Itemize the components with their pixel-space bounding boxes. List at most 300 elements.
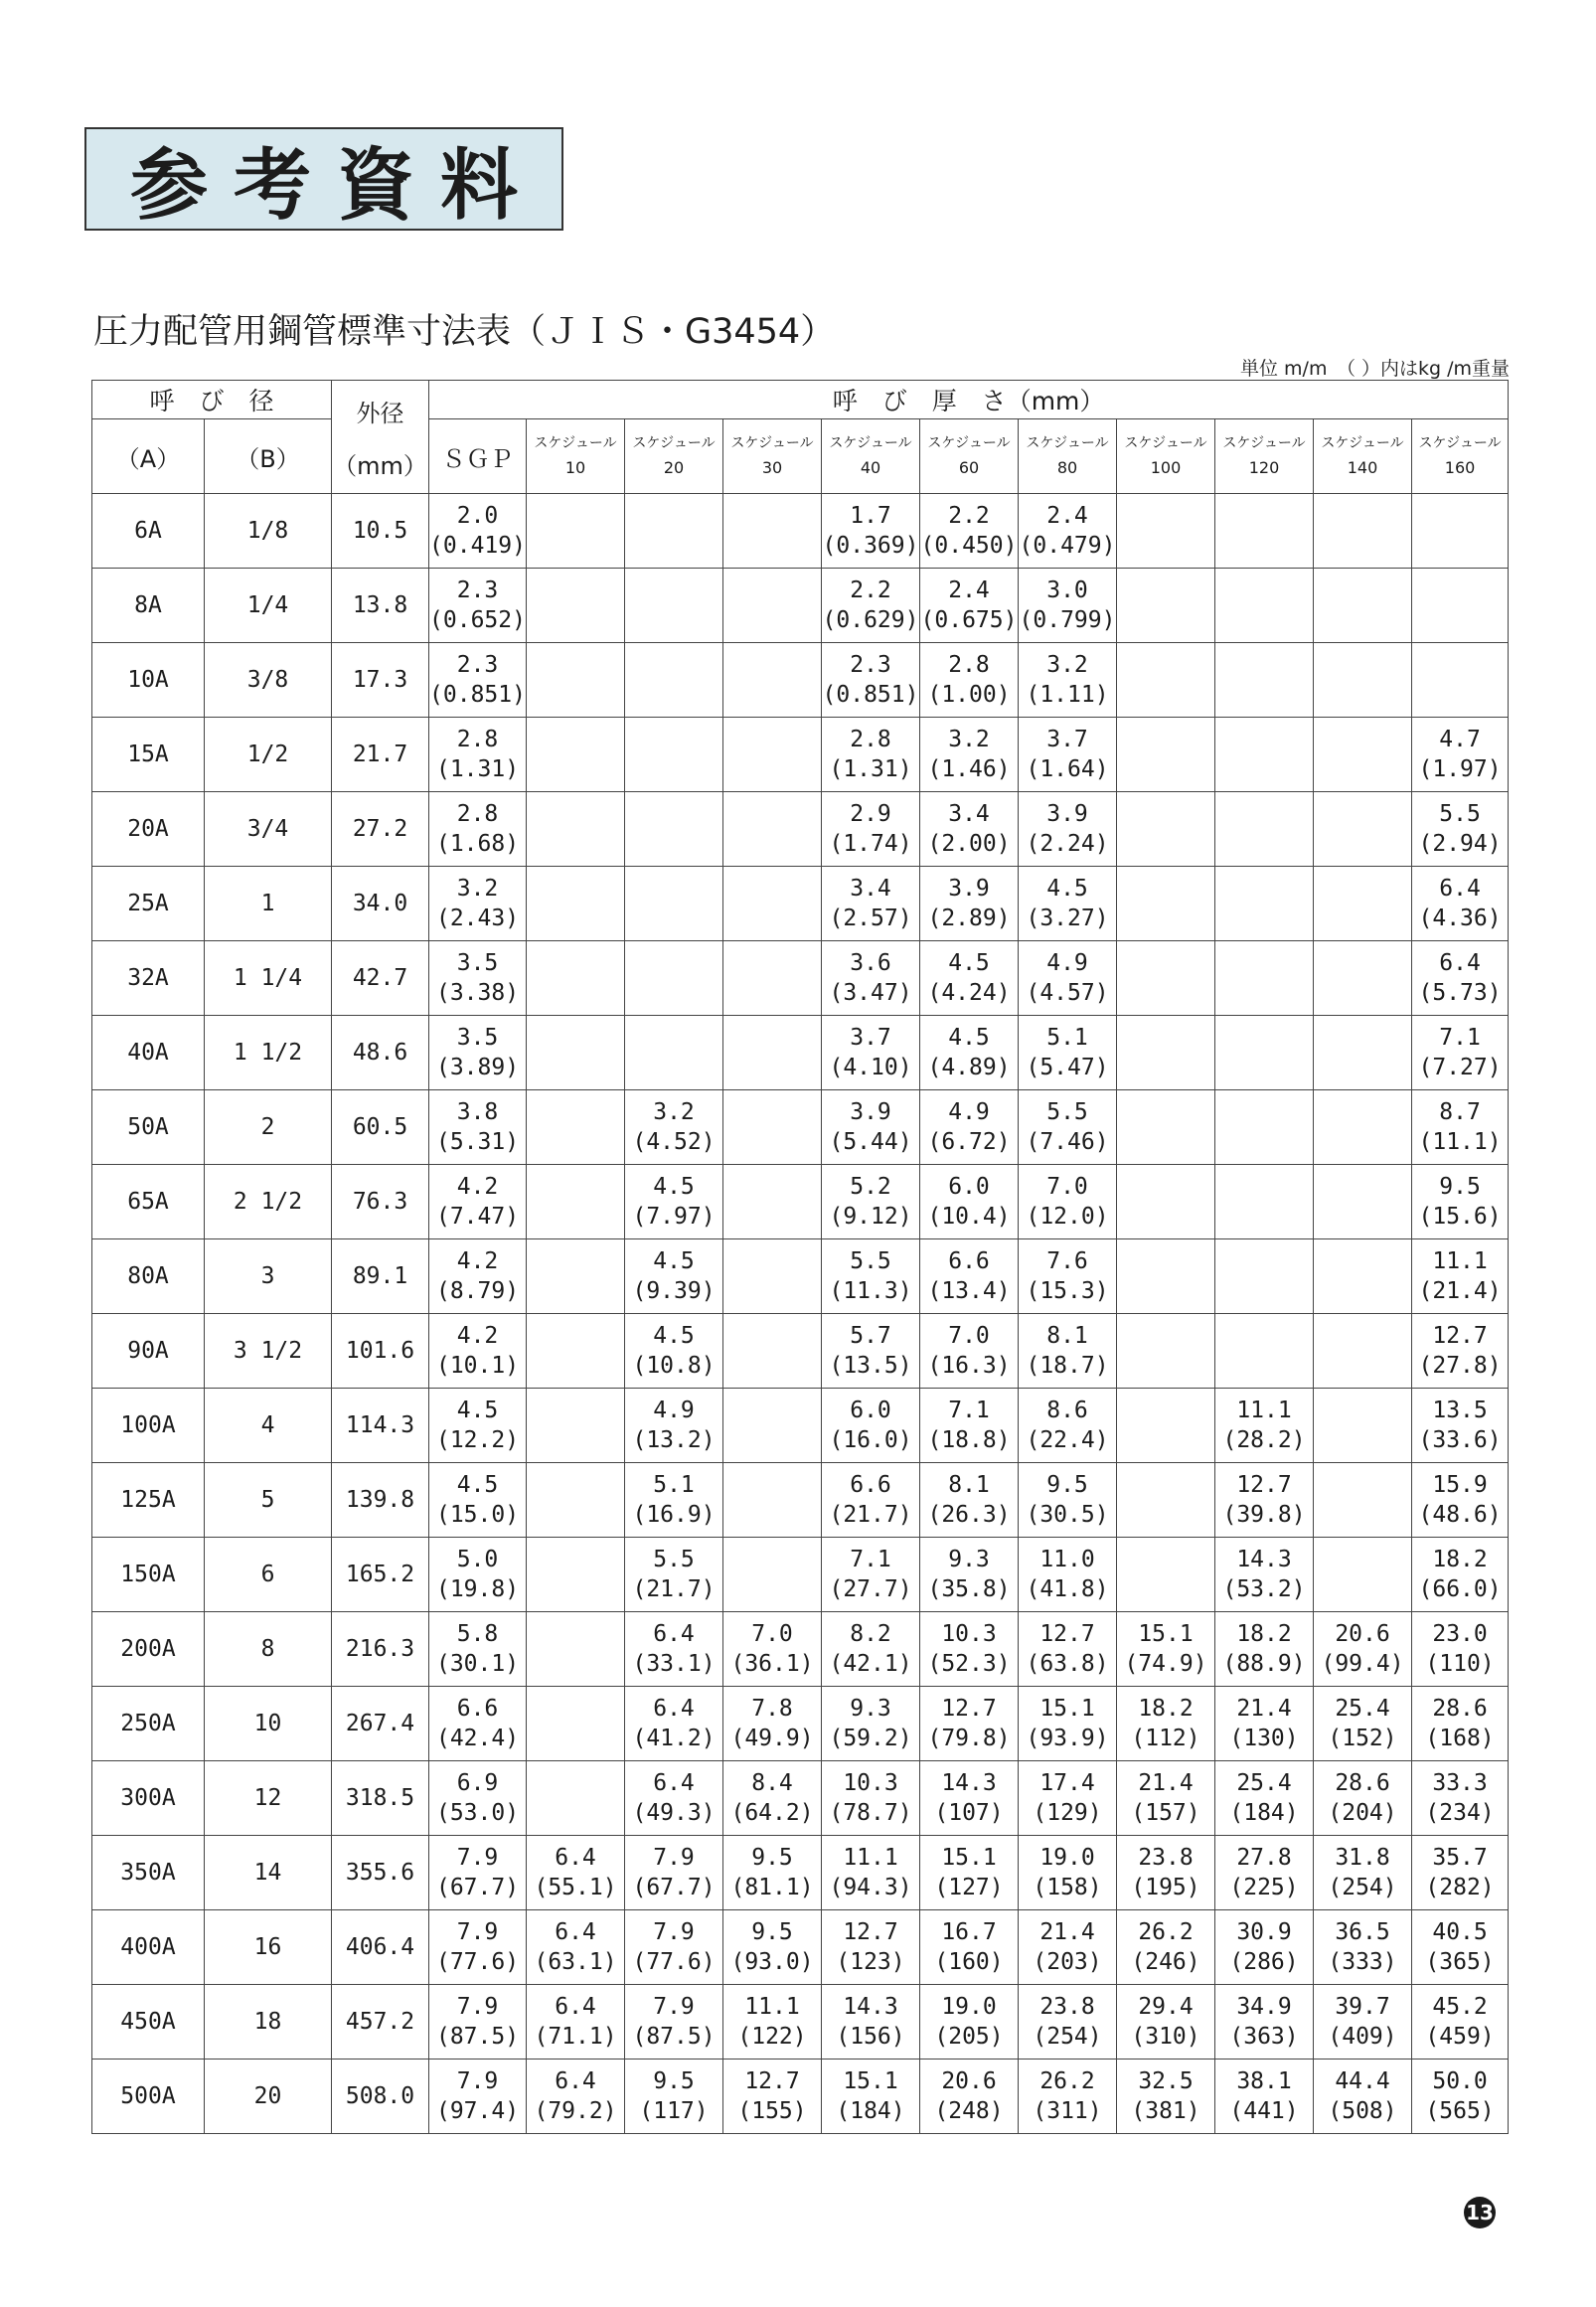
cell-size-b: 1 [205, 867, 332, 941]
cell-thickness [1412, 569, 1509, 643]
cell-thickness [723, 792, 822, 867]
header-sch-160: スケジュール 160 [1412, 419, 1509, 494]
cell-thickness [723, 718, 822, 792]
weight-value: (78.7) [829, 1800, 912, 1826]
section-title: 参考資料 [129, 140, 544, 231]
weight-value: (77.6) [632, 1949, 716, 1975]
cell-thickness [1412, 941, 1509, 1016]
cell-thickness [1412, 1538, 1509, 1612]
cell-size-b: 20 [205, 2060, 332, 2134]
weight-value: (93.0) [730, 1949, 814, 1975]
cell-thickness [1019, 1538, 1117, 1612]
cell-thickness [920, 569, 1019, 643]
weight-value: (19.8) [435, 1576, 520, 1602]
cell-outer-diameter: 13.8 [332, 569, 429, 643]
table-title: 圧力配管用鋼管標準寸法表（ＪＩＳ・G3454） [93, 312, 836, 352]
weight-value: (21.7) [632, 1576, 716, 1602]
weight-value: (41.2) [632, 1726, 716, 1751]
cell-thickness [527, 1538, 625, 1612]
thickness-value: 7.0 [948, 1323, 990, 1349]
cell-thickness [527, 867, 625, 941]
cell-size-b: 16 [205, 1910, 332, 1985]
header-wall-thickness: 呼 び 厚 さ（mm） [429, 381, 1509, 419]
thickness-value: 4.5 [653, 1174, 695, 1200]
weight-value: (0.369) [822, 533, 919, 559]
weight-value: (311) [1033, 2098, 1102, 2124]
cell-thickness [723, 1090, 822, 1165]
thickness-value: 9.5 [1439, 1174, 1481, 1200]
thickness-value: 23.0 [1432, 1621, 1488, 1647]
cell-thickness [920, 792, 1019, 867]
cell-thickness [1215, 1016, 1314, 1090]
thickness-value: 9.3 [850, 1696, 891, 1722]
cell-thickness [920, 1239, 1019, 1314]
cell-outer-diameter: 139.8 [332, 1463, 429, 1538]
thickness-value: 12.7 [843, 1919, 898, 1945]
table-row [92, 494, 1509, 569]
weight-value: (160) [934, 1949, 1004, 1975]
thickness-value: 21.4 [1039, 1919, 1095, 1945]
weight-value: (13.2) [632, 1427, 716, 1453]
weight-value: (87.5) [632, 2024, 716, 2050]
header-sch-100: スケジュール 100 [1117, 419, 1215, 494]
cell-thickness [625, 1389, 723, 1463]
cell-thickness [527, 1463, 625, 1538]
cell-thickness [1314, 643, 1412, 718]
cell-thickness [1019, 1761, 1117, 1836]
cell-thickness [822, 2060, 920, 2134]
cell-outer-diameter: 76.3 [332, 1165, 429, 1239]
cell-size-a: 300A [92, 1761, 205, 1836]
weight-value: (1.74) [829, 831, 912, 857]
weight-value: (1.97) [1418, 756, 1502, 782]
cell-thickness [1412, 1239, 1509, 1314]
thickness-value: 3.2 [456, 876, 499, 902]
cell-thickness [1117, 792, 1215, 867]
thickness-value: 30.9 [1236, 1919, 1292, 1945]
cell-thickness [1215, 1389, 1314, 1463]
cell-thickness [1215, 1910, 1314, 1985]
thickness-value: 40.5 [1432, 1919, 1488, 1945]
thickness-value: 31.8 [1335, 1845, 1390, 1871]
thickness-value: 2.8 [948, 652, 990, 678]
cell-thickness [1412, 494, 1509, 569]
cell-thickness [920, 1538, 1019, 1612]
cell-thickness [1314, 1687, 1412, 1761]
weight-value: (1.46) [927, 756, 1011, 782]
cell-thickness [1215, 2060, 1314, 2134]
weight-value: (4.24) [927, 980, 1011, 1006]
cell-thickness [429, 941, 527, 1016]
cell-thickness [429, 1090, 527, 1165]
thickness-value: 44.4 [1335, 2068, 1390, 2094]
weight-value: (3.47) [829, 980, 912, 1006]
cell-thickness [1314, 1239, 1412, 1314]
thickness-value: 9.5 [751, 1919, 793, 1945]
cell-outer-diameter: 406.4 [332, 1910, 429, 1985]
thickness-value: 19.0 [941, 1994, 997, 2020]
thickness-value: 12.7 [1039, 1621, 1095, 1647]
cell-thickness [429, 1687, 527, 1761]
thickness-value: 3.4 [850, 876, 891, 902]
weight-value: (42.1) [829, 1651, 912, 1677]
cell-outer-diameter: 42.7 [332, 941, 429, 1016]
cell-thickness [1314, 569, 1412, 643]
cell-outer-diameter: 318.5 [332, 1761, 429, 1836]
thickness-value: 6.6 [456, 1696, 499, 1722]
cell-thickness [822, 1239, 920, 1314]
weight-value: (195) [1131, 1875, 1200, 1900]
cell-thickness [1019, 867, 1117, 941]
cell-thickness [429, 1910, 527, 1985]
thickness-value: 12.7 [1236, 1472, 1292, 1498]
thickness-value: 6.4 [653, 1770, 695, 1796]
thickness-value: 11.1 [744, 1994, 800, 2020]
cell-thickness [429, 569, 527, 643]
weight-value: (123) [836, 1949, 905, 1975]
thickness-value: 9.5 [751, 1845, 793, 1871]
table-row [92, 1836, 1509, 1910]
cell-thickness [429, 867, 527, 941]
cell-thickness [625, 941, 723, 1016]
thickness-value: 5.2 [850, 1174, 891, 1200]
table-row [92, 2060, 1509, 2134]
cell-thickness [822, 1314, 920, 1389]
cell-thickness [920, 643, 1019, 718]
cell-size-a: 50A [92, 1090, 205, 1165]
cell-thickness [822, 1090, 920, 1165]
cell-thickness [527, 569, 625, 643]
weight-value: (441) [1229, 2098, 1299, 2124]
thickness-value: 2.2 [850, 577, 891, 603]
thickness-value: 36.5 [1335, 1919, 1390, 1945]
weight-value: (79.8) [927, 1726, 1011, 1751]
thickness-value: 14.3 [1236, 1547, 1292, 1572]
cell-thickness [1314, 1090, 1412, 1165]
thickness-value: 14.3 [843, 1994, 898, 2020]
weight-value: (18.7) [1026, 1353, 1109, 1379]
table-row [92, 1239, 1509, 1314]
cell-thickness [1314, 1463, 1412, 1538]
cell-thickness [920, 1612, 1019, 1687]
thickness-value: 3.0 [1046, 577, 1088, 603]
weight-value: (21.7) [829, 1502, 912, 1528]
weight-value: (18.8) [927, 1427, 1011, 1453]
cell-thickness [1117, 643, 1215, 718]
cell-size-b: 12 [205, 1761, 332, 1836]
thickness-value: 23.8 [1138, 1845, 1194, 1871]
cell-outer-diameter: 10.5 [332, 494, 429, 569]
weight-value: (7.47) [435, 1204, 520, 1230]
table-row [92, 1314, 1509, 1389]
weight-value: (63.8) [1026, 1651, 1109, 1677]
weight-value: (64.2) [730, 1800, 814, 1826]
cell-thickness [1117, 1836, 1215, 1910]
thickness-value: 8.1 [1046, 1323, 1088, 1349]
header-a: （A） [92, 419, 205, 494]
cell-thickness [527, 1836, 625, 1910]
thickness-value: 2.3 [456, 652, 499, 678]
cell-thickness [1314, 718, 1412, 792]
cell-thickness [625, 1239, 723, 1314]
cell-outer-diameter: 355.6 [332, 1836, 429, 1910]
cell-thickness [1117, 1314, 1215, 1389]
weight-value: (33.1) [632, 1651, 716, 1677]
thickness-value: 3.9 [850, 1099, 891, 1125]
cell-thickness [527, 1314, 625, 1389]
thickness-value: 6.4 [555, 1919, 596, 1945]
cell-size-b: 2 [205, 1090, 332, 1165]
thickness-value: 3.5 [456, 1025, 499, 1051]
cell-size-a: 80A [92, 1239, 205, 1314]
thickness-value: 11.1 [843, 1845, 898, 1871]
thickness-value: 25.4 [1236, 1770, 1292, 1796]
cell-size-b: 3/4 [205, 792, 332, 867]
thickness-value: 5.5 [1439, 801, 1481, 827]
weight-value: (21.4) [1418, 1278, 1502, 1304]
thickness-value: 39.7 [1335, 1994, 1390, 2020]
table-row [92, 1612, 1509, 1687]
thickness-value: 7.9 [653, 1845, 695, 1871]
cell-thickness [822, 941, 920, 1016]
weight-value: (1.31) [435, 756, 520, 782]
cell-thickness [429, 1761, 527, 1836]
thickness-value: 10.3 [843, 1770, 898, 1796]
cell-size-b: 1/8 [205, 494, 332, 569]
cell-thickness [1019, 1687, 1117, 1761]
cell-thickness [723, 1612, 822, 1687]
cell-thickness [1314, 1165, 1412, 1239]
cell-thickness [1117, 1910, 1215, 1985]
weight-value: (7.46) [1026, 1129, 1109, 1155]
weight-value: (1.31) [829, 756, 912, 782]
header-sch-30: スケジュール 30 [723, 419, 822, 494]
thickness-value: 8.2 [850, 1621, 891, 1647]
thickness-value: 3.7 [850, 1025, 891, 1051]
cell-outer-diameter: 17.3 [332, 643, 429, 718]
thickness-value: 7.9 [653, 1919, 695, 1945]
cell-size-a: 400A [92, 1910, 205, 1985]
thickness-value: 35.7 [1432, 1845, 1488, 1871]
cell-thickness [429, 1389, 527, 1463]
thickness-value: 17.4 [1039, 1770, 1095, 1796]
cell-thickness [527, 1687, 625, 1761]
cell-thickness [723, 494, 822, 569]
thickness-value: 5.1 [1046, 1025, 1088, 1051]
weight-value: (0.652) [429, 607, 526, 633]
cell-thickness [1117, 2060, 1215, 2134]
thickness-value: 38.1 [1236, 2068, 1292, 2094]
thickness-value: 7.9 [456, 2068, 499, 2094]
cell-thickness [822, 718, 920, 792]
thickness-value: 3.2 [1046, 652, 1088, 678]
thickness-value: 15.1 [941, 1845, 997, 1871]
cell-thickness [1215, 494, 1314, 569]
weight-value: (127) [934, 1875, 1004, 1900]
weight-value: (363) [1229, 2024, 1299, 2050]
cell-thickness [1412, 1985, 1509, 2060]
weight-value: (79.2) [534, 2098, 617, 2124]
cell-thickness [1019, 1090, 1117, 1165]
weight-value: (48.6) [1418, 1502, 1502, 1528]
thickness-value: 10.3 [941, 1621, 997, 1647]
weight-value: (16.9) [632, 1502, 716, 1528]
cell-size-a: 10A [92, 643, 205, 718]
thickness-value: 15.9 [1432, 1472, 1488, 1498]
cell-thickness [1412, 1165, 1509, 1239]
thickness-value: 8.7 [1439, 1099, 1481, 1125]
cell-thickness [429, 1016, 527, 1090]
cell-size-b: 6 [205, 1538, 332, 1612]
cell-thickness [1314, 941, 1412, 1016]
cell-thickness [1019, 1016, 1117, 1090]
cell-thickness [625, 1538, 723, 1612]
weight-value: (42.4) [435, 1726, 520, 1751]
weight-value: (1.64) [1026, 756, 1109, 782]
cell-outer-diameter: 89.1 [332, 1239, 429, 1314]
cell-thickness [822, 1910, 920, 1985]
thickness-value: 28.6 [1432, 1696, 1488, 1722]
cell-thickness [1215, 1239, 1314, 1314]
cell-size-b: 3/8 [205, 643, 332, 718]
weight-value: (77.6) [435, 1949, 520, 1975]
weight-value: (3.27) [1026, 906, 1109, 931]
thickness-value: 6.4 [555, 2068, 596, 2094]
thickness-value: 28.6 [1335, 1770, 1390, 1796]
cell-size-a: 40A [92, 1016, 205, 1090]
cell-outer-diameter: 27.2 [332, 792, 429, 867]
cell-thickness [822, 1463, 920, 1538]
cell-thickness [625, 1985, 723, 2060]
cell-thickness [1117, 1985, 1215, 2060]
thickness-value: 3.9 [1046, 801, 1088, 827]
table-row [92, 1687, 1509, 1761]
cell-outer-diameter: 267.4 [332, 1687, 429, 1761]
cell-thickness [1019, 569, 1117, 643]
cell-thickness [920, 494, 1019, 569]
weight-value: (3.89) [435, 1055, 520, 1080]
table-row [92, 941, 1509, 1016]
weight-value: (28.2) [1222, 1427, 1306, 1453]
weight-value: (0.479) [1019, 533, 1116, 559]
cell-thickness [920, 867, 1019, 941]
cell-thickness [1314, 494, 1412, 569]
weight-value: (110) [1425, 1651, 1495, 1677]
thickness-value: 25.4 [1335, 1696, 1390, 1722]
cell-thickness [1117, 1165, 1215, 1239]
cell-thickness [1117, 1239, 1215, 1314]
table-row [92, 1389, 1509, 1463]
weight-value: (409) [1328, 2024, 1397, 2050]
cell-thickness [625, 718, 723, 792]
thickness-value: 6.4 [555, 1845, 596, 1871]
cell-thickness [1412, 1314, 1509, 1389]
cell-thickness [723, 1985, 822, 2060]
cell-thickness [822, 792, 920, 867]
cell-thickness [822, 1687, 920, 1761]
thickness-value: 4.7 [1439, 727, 1481, 752]
cell-thickness [822, 569, 920, 643]
thickness-value: 12.7 [941, 1696, 997, 1722]
cell-thickness [723, 1165, 822, 1239]
weight-value: (155) [737, 2098, 807, 2124]
thickness-value: 7.1 [850, 1547, 891, 1572]
weight-value: (225) [1229, 1875, 1299, 1900]
cell-thickness [723, 1687, 822, 1761]
cell-size-b: 8 [205, 1612, 332, 1687]
thickness-value: 7.0 [1046, 1174, 1088, 1200]
weight-value: (30.1) [435, 1651, 520, 1677]
cell-thickness [723, 1389, 822, 1463]
cell-size-b: 3 1/2 [205, 1314, 332, 1389]
weight-value: (203) [1033, 1949, 1102, 1975]
weight-value: (35.8) [927, 1576, 1011, 1602]
weight-value: (130) [1229, 1726, 1299, 1751]
weight-value: (365) [1425, 1949, 1495, 1975]
cell-thickness [527, 1165, 625, 1239]
thickness-value: 6.4 [1439, 876, 1481, 902]
cell-thickness [429, 1463, 527, 1538]
cell-outer-diameter: 114.3 [332, 1389, 429, 1463]
header-sch-80: スケジュール 80 [1019, 419, 1117, 494]
thickness-value: 7.1 [948, 1398, 990, 1423]
cell-thickness [1215, 1761, 1314, 1836]
cell-thickness [822, 643, 920, 718]
cell-thickness [1412, 1612, 1509, 1687]
cell-thickness [1019, 1165, 1117, 1239]
weight-value: (234) [1425, 1800, 1495, 1826]
cell-thickness [822, 494, 920, 569]
weight-value: (4.52) [632, 1129, 716, 1155]
cell-size-a: 350A [92, 1836, 205, 1910]
thickness-value: 8.1 [948, 1472, 990, 1498]
weight-value: (49.3) [632, 1800, 716, 1826]
cell-thickness [1412, 867, 1509, 941]
weight-value: (4.36) [1418, 906, 1502, 931]
weight-value: (30.5) [1026, 1502, 1109, 1528]
thickness-value: 34.9 [1236, 1994, 1292, 2020]
thickness-value: 6.4 [1439, 950, 1481, 976]
cell-size-a: 65A [92, 1165, 205, 1239]
cell-size-a: 100A [92, 1389, 205, 1463]
weight-value: (13.5) [829, 1353, 912, 1379]
weight-value: (22.4) [1026, 1427, 1109, 1453]
weight-value: (286) [1229, 1949, 1299, 1975]
thickness-value: 2.4 [1046, 503, 1088, 529]
weight-value: (13.4) [927, 1278, 1011, 1304]
weight-value: (15.3) [1026, 1278, 1109, 1304]
thickness-value: 4.2 [456, 1174, 499, 1200]
cell-size-b: 4 [205, 1389, 332, 1463]
header-outer-diameter [332, 381, 429, 494]
cell-thickness [1215, 1090, 1314, 1165]
cell-thickness [429, 2060, 527, 2134]
cell-thickness [920, 1687, 1019, 1761]
cell-thickness [822, 867, 920, 941]
cell-thickness [1215, 1985, 1314, 2060]
thickness-value: 6.6 [850, 1472, 891, 1498]
cell-thickness [429, 643, 527, 718]
weight-value: (157) [1131, 1800, 1200, 1826]
cell-thickness [429, 718, 527, 792]
thickness-value: 7.1 [1439, 1025, 1481, 1051]
table-row [92, 1165, 1509, 1239]
cell-thickness [1314, 1985, 1412, 2060]
weight-value: (93.9) [1026, 1726, 1109, 1751]
weight-value: (112) [1131, 1726, 1200, 1751]
cell-thickness [1412, 792, 1509, 867]
weight-value: (11.1) [1418, 1129, 1502, 1155]
